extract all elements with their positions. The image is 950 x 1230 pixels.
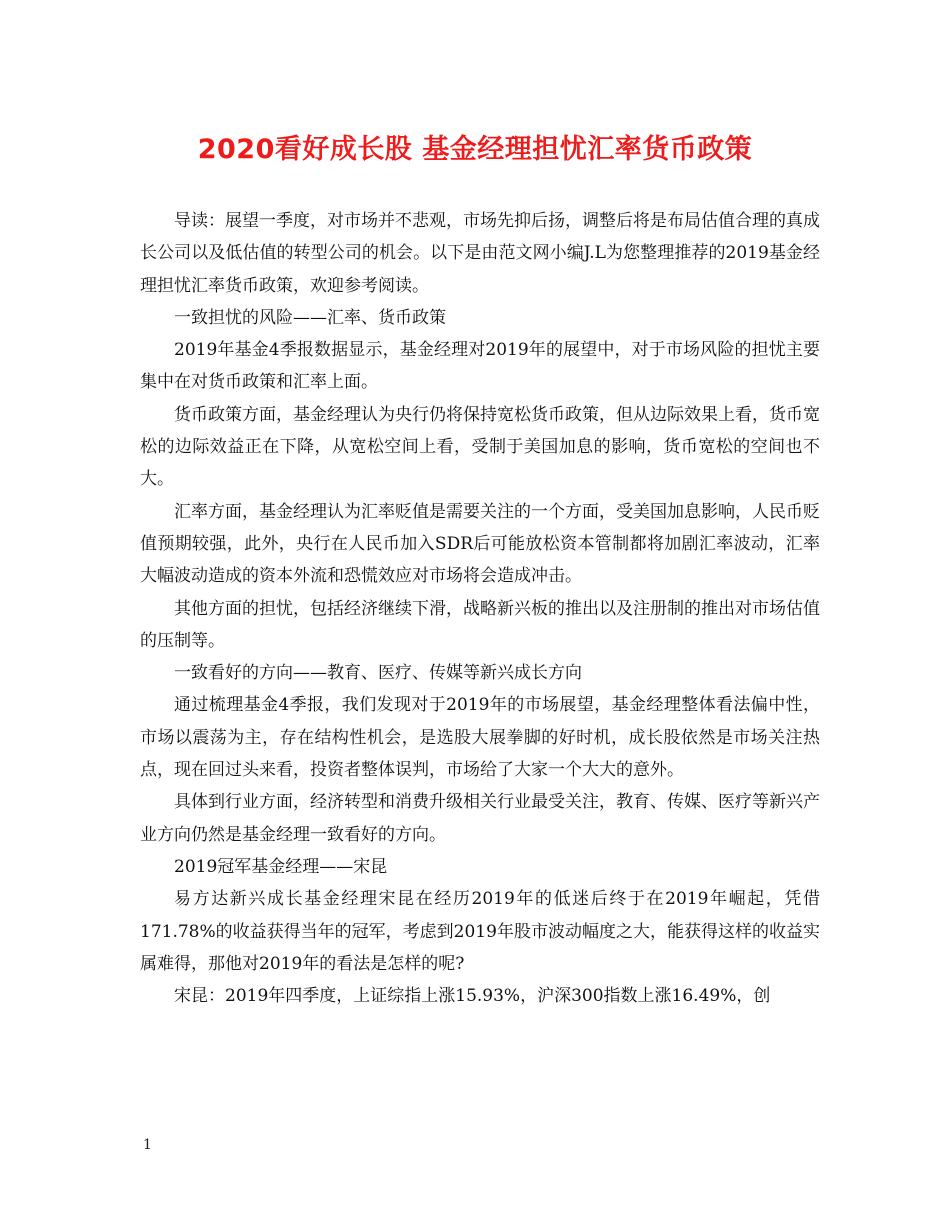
document-title: 2020看好成长股 基金经理担忧汇率货币政策 — [197, 134, 753, 165]
paragraph: 汇率方面，基金经理认为汇率贬值是需要关注的一个方面，受美国加息影响，人民币贬值预期较强，此外，央行在人民币加入SDR后可能放松资本管制都将加剧汇率波动，汇率大幅波动造成的资本外流和恐慌效应对市场将会造成冲击。 — [140, 501, 820, 587]
paragraph: 通过梳理基金4季报，我们发现对于2019年的市场展望，基金经理整体看法偏中性，市场以震荡为主，存在结构性机会，是选股大展拳脚的好时机，成长股依然是市场关注热点，现在回过头来看，投资者整体误判，市场给了大家一个大大的意外。 — [140, 695, 820, 781]
page-number: 1 — [143, 1137, 152, 1153]
paragraph: 货币政策方面，基金经理认为央行仍将保持宽松货币政策，但从边际效果上看，货币宽松的边际效益正在下降，从宽松空间上看，受制于美国加息的影响，货币宽松的空间也不大。 — [140, 404, 820, 490]
paragraph: 宋昆：2019年四季度，上证综指上涨15.93%，沪深300指数上涨16.49%，创 — [174, 986, 771, 1007]
section-heading-risks: 一致担忧的风险——汇率、货币政策 — [174, 307, 446, 328]
paragraph: 其他方面的担忧，包括经济继续下滑，战略新兴板的推出以及注册制的推出对市场估值的压制等。 — [140, 598, 820, 651]
section-heading-champion: 2019冠军基金经理——宋昆 — [174, 856, 388, 877]
paragraph-intro: 导读：展望一季度，对市场并不悲观，市场先抑后扬，调整后将是布局估值合理的真成长公司以及低估值的转型公司的机会。以下是由范文网小编J.L为您整理推荐的2019基金经理担忧汇率货币政策，欢迎参考阅读。 — [140, 211, 820, 296]
section-heading-outlook: 一致看好的方向——教育、医疗、传媒等新兴成长方向 — [174, 663, 582, 684]
document-body — [140, 205, 820, 1012]
paragraph: 具体到行业方面，经济转型和消费升级相关行业最受关注，教育、传媒、医疗等新兴产业方向仍然是基金经理一致看好的方向。 — [140, 792, 820, 845]
paragraph: 易方达新兴成长基金经理宋昆在经历2019年的低迷后终于在2019年崛起，凭借171.78%的收益获得当年的冠军，考虑到2019年股市波动幅度之大，能获得这样的收益实属难得，那他对2019年的看法是怎样的呢? — [140, 889, 820, 974]
paragraph: 2019年基金4季报数据显示，基金经理对2019年的展望中，对于市场风险的担忧主要集中在对货币政策和汇率上面。 — [140, 340, 820, 393]
